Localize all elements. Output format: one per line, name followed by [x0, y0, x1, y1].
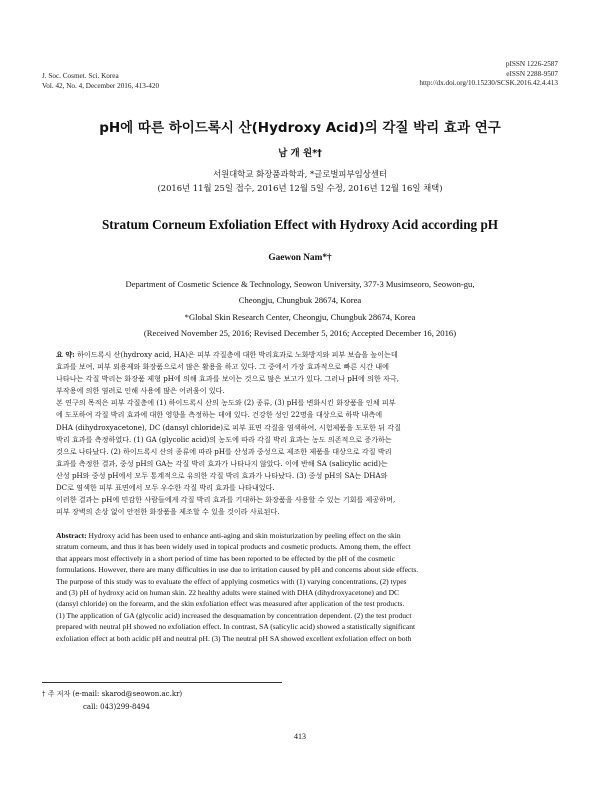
english-author: Gaewon Nam*†: [268, 253, 332, 263]
english-abstract-line: prepared with neutral pH showed no exfoliation effect. In contrast, SA (salicylic acid) showed a statistically significant: [56, 622, 416, 632]
footnote-email: † 주 저자 (e-mail: skarod@seowon.ac.kr): [42, 690, 183, 698]
page-number: 413: [294, 732, 306, 741]
korean-abstract-line: 산성 pH와 중성 pH에서 모두 통계적으로 유의한 각질 박리 효과가 나타났다. (3) 중성 pH의 SA는 DHA와: [56, 470, 388, 480]
korean-abstract-line: 에 도포하여 각질 박리 효과에 대한 영향을 측정하는 데에 있다. 건강한 성인 22명을 대상으로 하박 내측에: [56, 410, 383, 420]
english-abstract-line: and (3) pH of hydroxy acid on human skin. 22 healthy adults were stained with DHA (dihydroxyacetone) and DC: [56, 588, 400, 598]
english-abstract-line: stratum corneum, and thus it has been widely used in topical products and cosmetic products. Among them, the effect: [56, 542, 411, 552]
korean-affiliation: 서원대학교 화장품과학과, *글로벌피부임상센터: [213, 169, 387, 179]
english-dates: (Received November 25, 2016; Revised December 5, 2016; Accepted December 16, 2016): [143, 328, 457, 339]
english-title: Stratum Corneum Exfoliation Effect with Hydroxy Acid according pH: [101, 217, 499, 232]
footnote-divider: [42, 682, 282, 683]
english-abstract-line: (1) The application of GA (glycolic acid) increased the desquamation by concentration dependent. (2) the test product: [56, 610, 412, 620]
korean-abstract-line: DC로 염색한 피부 표면에서 모두 우수한 각질 박리 효과를 나타내었다.: [56, 483, 275, 493]
english-abstract: [56, 530, 518, 644]
english-abstract-line: exfoliation effect at both acidic pH and neutral pH. (3) The neutral pH SA showed excellent exfoliation effect on both: [56, 633, 412, 643]
korean-abstract-line: 부작용에 의한 염려로 인해 사용에 많은 어려움이 있다.: [56, 386, 225, 396]
english-affiliation-1: Department of Cosmetic Science & Technology, Seowon University, 377-3 Musimseoro, Seowon-gu,: [125, 279, 475, 289]
english-abstract-line: Abstract: Hydroxy acid has been used to enhance anti-aging and skin moisturization by peeling effect on the skin: [56, 531, 401, 540]
korean-abstract-line: 것으로 나타났다. (2) 하이드록시 산의 종류에 따라 pH를 산성과 중성으로 제조한 제품을 대상으로 각질 박리: [56, 446, 392, 456]
korean-abstract-label: 요 약:: [56, 350, 75, 359]
pissn: pISSN 1226-2587: [505, 60, 558, 68]
english-abstract-label: Abstract:: [56, 531, 87, 540]
footnote-phone: call: 043)299-8494: [83, 703, 150, 711]
journal-volume: Vol. 42, No. 4, December 2016, 413-420: [42, 81, 160, 90]
footnote: [42, 688, 182, 714]
eissn: eISSN 2288-9507: [506, 69, 558, 78]
english-abstract-line: that appears most effectively in a short period of time has been reported to be effected by the pH of the cosmetic: [56, 553, 396, 563]
english-abstract-line: The purpose of this study was to evaluate the effect of applying cosmetics with (1) varying concentrations, (2) types: [56, 576, 407, 586]
journal-name: J. Soc. Cosmet. Sci. Korea: [42, 72, 119, 80]
english-affiliation-3: *Global Skin Research Center, Cheongju, Chungbuk 28674, Korea: [184, 311, 416, 322]
korean-abstract-line: 효과를 보여, 피부 외용제와 화장품으로서 많은 활용을 하고 있다. 그 중에서 가장 효과적으로 빠른 시간 내에: [56, 362, 389, 372]
korean-abstract-line: 박리 효과를 측정하였다. (1) GA (glycolic acid)의 농도에 따라 각질 박리 효과는 농도 의존적으로 증가하는: [56, 434, 392, 444]
english-affiliation-block: [42, 276, 558, 342]
korean-abstract-line: 피부 장벽의 손상 없이 안전한 화장품을 제조할 수 있을 것이라 사료된다.: [56, 507, 280, 517]
korean-dates: (2016년 11월 25일 접수, 2016년 12월 5일 수정, 2016년 12월 16일 채택): [157, 183, 443, 193]
korean-abstract-line: 이러한 결과는 pH에 민감한 사람들에게 각질 박리 효과를 기대하는 화장품을 사용할 수 있는 기회를 제공하며,: [56, 495, 396, 505]
journal-header: [42, 72, 159, 91]
korean-abstract-line: DHA (dihydroxyacetone), DC (dansyl chloride)로 피부 표면 각질을 염색하여, 시험제품을 도포한 뒤 각질: [56, 422, 401, 432]
korean-abstract-line: 나타나는 각질 박리는 화장품 제형 pH에 의해 효과를 보이는 것으로 많은 보고가 있다. 그러나 pH에 의한 자극,: [56, 374, 399, 384]
issn-header: [419, 60, 558, 89]
english-affiliation-2: Cheongju, Chungbuk 28674, Korea: [238, 295, 362, 306]
english-abstract-line: formulations. However, there are many difficulties in use due to irritation caused by pH and concerns about side effects.: [56, 565, 419, 575]
korean-affiliation-block: [0, 167, 600, 195]
korean-abstract-line: 요 약: 하이드록시 산(hydroxy acid, HA)은 피부 각질층에 대한 박리효과로 노화방지와 피부 보습을 높이는데: [56, 350, 398, 359]
korean-title: pH에 따른 하이드록시 산(Hydroxy Acid)의 각질 박리 효과 연구: [99, 120, 501, 136]
korean-abstract-line: 본 연구의 목적은 피부 각질층에 (1) 하이드록시 산의 농도와 (2) 종류, (3) pH를 변화시킨 화장품을 인체 피부: [56, 398, 396, 408]
korean-abstract: [56, 349, 518, 518]
doi-link[interactable]: http://dx.doi.org/10.15230/SCSK.2016.42.4.413: [419, 79, 558, 87]
english-abstract-line: (dansyl chloride) on the forearm, and the skin exfoliation effect was measured after application of the test products.: [56, 599, 405, 609]
korean-abstract-line: 효과를 측정한 결과, 중성 pH의 GA는 각질 박리 효과가 나타나지 않았다. 이에 반해 SA (salicylic acid)는: [56, 458, 388, 468]
korean-author: 남 개 원*†: [278, 148, 322, 159]
